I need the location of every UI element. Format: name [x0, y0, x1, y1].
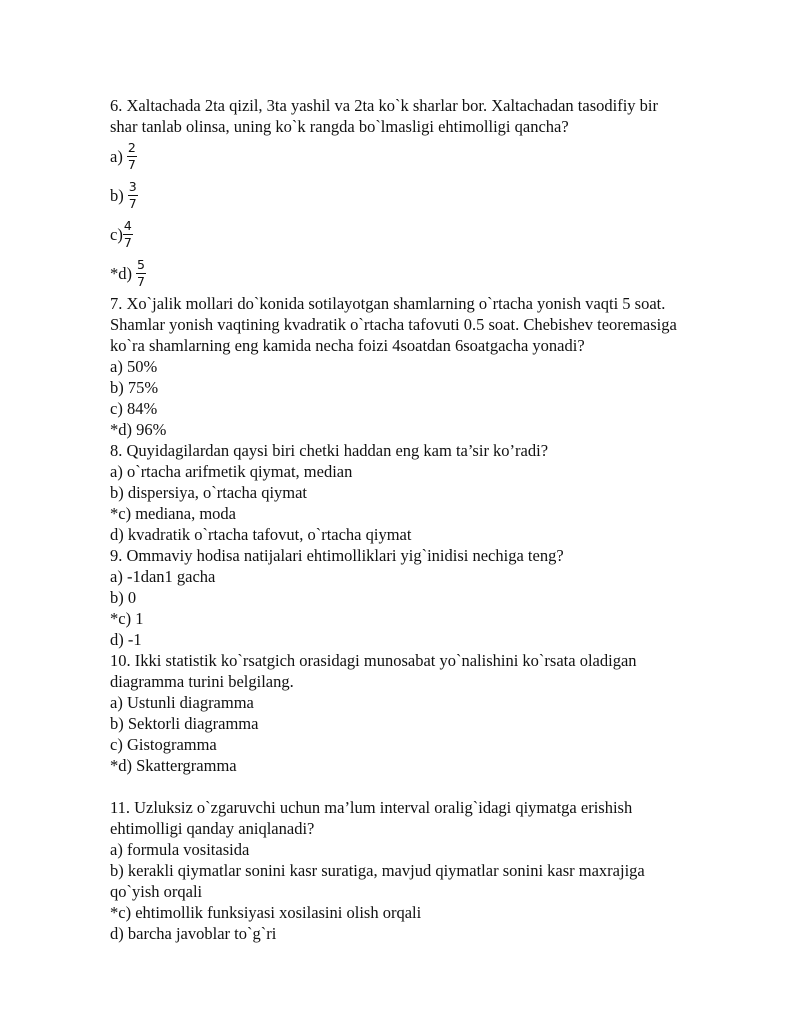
fraction-denominator: 7: [128, 196, 137, 211]
option-prefix: c): [110, 224, 123, 244]
fraction: [136, 258, 146, 289]
question-7-option-a: a) 50%: [110, 357, 158, 376]
question-10-text-line-1: 10. Ikki statistik ko`rsatgich orasidagi munosabat yo`nalishini ko`rsata oladigan: [110, 651, 637, 670]
question-8: [110, 440, 750, 545]
question-10-option-d: *d) Skattergramma: [110, 756, 237, 775]
question-9-text-line-1: 9. Ommaviy hodisa natijalari ehtimolliklari yig`inidisi nechiga teng?: [110, 546, 564, 565]
option-prefix: b): [110, 185, 124, 205]
question-8-option-c: *c) mediana, moda: [110, 504, 236, 523]
question-11-option-c: *c) ehtimollik funksiyasi xosilasini olish orqali: [110, 903, 422, 922]
question-6-text-line-1: 6. Xaltachada 2ta qizil, 3ta yashil va 2ta ko`k sharlar bor. Xaltachadan tasodifiy bir: [110, 96, 658, 115]
question-10-option-b: b) Sektorli diagramma: [110, 714, 259, 733]
question-8-option-b: b) dispersiya, o`rtacha qiymat: [110, 483, 308, 502]
fraction-denominator: 7: [127, 157, 136, 172]
question-9-option-a: a) -1dan1 gacha: [110, 567, 216, 586]
question-6-text-line-2: shar tanlab olinsa, uning ko`k rangda bo`lmasligi ehtimolligi qancha?: [110, 117, 569, 136]
fraction-numerator: 4: [123, 218, 132, 233]
question-7-text-line-3: ko`ra shamlarning eng kamida necha foizi 4soatdan 6soatgacha yonadi?: [110, 336, 585, 355]
question-10: [110, 650, 750, 776]
question-10-text-line-2: diagramma turini belgilang.: [110, 672, 294, 691]
question-11-option-a: a) formula vositasida: [110, 840, 250, 859]
fraction-numerator: 2: [127, 140, 136, 155]
question-10-option-c: c) Gistogramma: [110, 735, 217, 754]
fraction: [128, 180, 138, 211]
option-prefix: *d): [110, 263, 132, 283]
fraction-numerator: 3: [128, 179, 137, 194]
question-6-option-c: [110, 215, 750, 254]
option-prefix: a): [110, 146, 123, 166]
question-11-option-b: b) kerakli qiymatlar sonini kasr suratiga, mavjud qiymatlar sonini kasr maxrajiga: [110, 861, 645, 880]
document-page: [110, 95, 750, 944]
fraction: [127, 141, 137, 172]
question-11-option-d: d) barcha javoblar to`g`ri: [110, 924, 277, 943]
question-8-option-a: a) o`rtacha arifmetik qiymat, median: [110, 462, 353, 481]
question-8-text-line-1: 8. Quyidagilardan qaysi biri chetki haddan eng kam ta’sir ko’radi?: [110, 441, 549, 460]
question-6-option-b: [110, 176, 750, 215]
blank-line: [110, 776, 750, 797]
question-11-option-b-continued: qo`yish orqali: [110, 882, 203, 901]
question-6-option-d: [110, 254, 750, 293]
fraction-denominator: 7: [123, 235, 132, 250]
question-11: [110, 797, 750, 944]
question-8-option-d: d) kvadratik o`rtacha tafovut, o`rtacha qiymat: [110, 525, 412, 544]
question-7-text-line-2: Shamlar yonish vaqtining kvadratik o`rtacha tafovuti 0.5 soat. Chebishev teoremasiga: [110, 315, 677, 334]
question-7-option-c: c) 84%: [110, 399, 158, 418]
question-6-option-a: [110, 137, 750, 176]
question-10-option-a: a) Ustunli diagramma: [110, 693, 254, 712]
question-11-text-line-2: ehtimolligi qanday aniqlanadi?: [110, 819, 315, 838]
question-11-text-line-1: 11. Uzluksiz o`zgaruvchi uchun ma’lum interval oralig`idagi qiymatga erishish: [110, 798, 633, 817]
fraction-numerator: 5: [137, 257, 145, 272]
question-7: [110, 293, 750, 440]
question-9: [110, 545, 750, 650]
question-6: [110, 95, 750, 293]
question-7-option-d: *d) 96%: [110, 420, 167, 439]
fraction-denominator: 7: [137, 274, 145, 289]
question-9-option-b: b) 0: [110, 588, 137, 607]
question-9-option-c: *c) 1: [110, 609, 144, 628]
question-7-text-line-1: 7. Xo`jalik mollari do`konida sotilayotgan shamlarning o`rtacha yonish vaqti 5 soat.: [110, 294, 666, 313]
fraction: [123, 219, 133, 250]
question-7-option-b: b) 75%: [110, 378, 159, 397]
question-9-option-d: d) -1: [110, 630, 142, 649]
